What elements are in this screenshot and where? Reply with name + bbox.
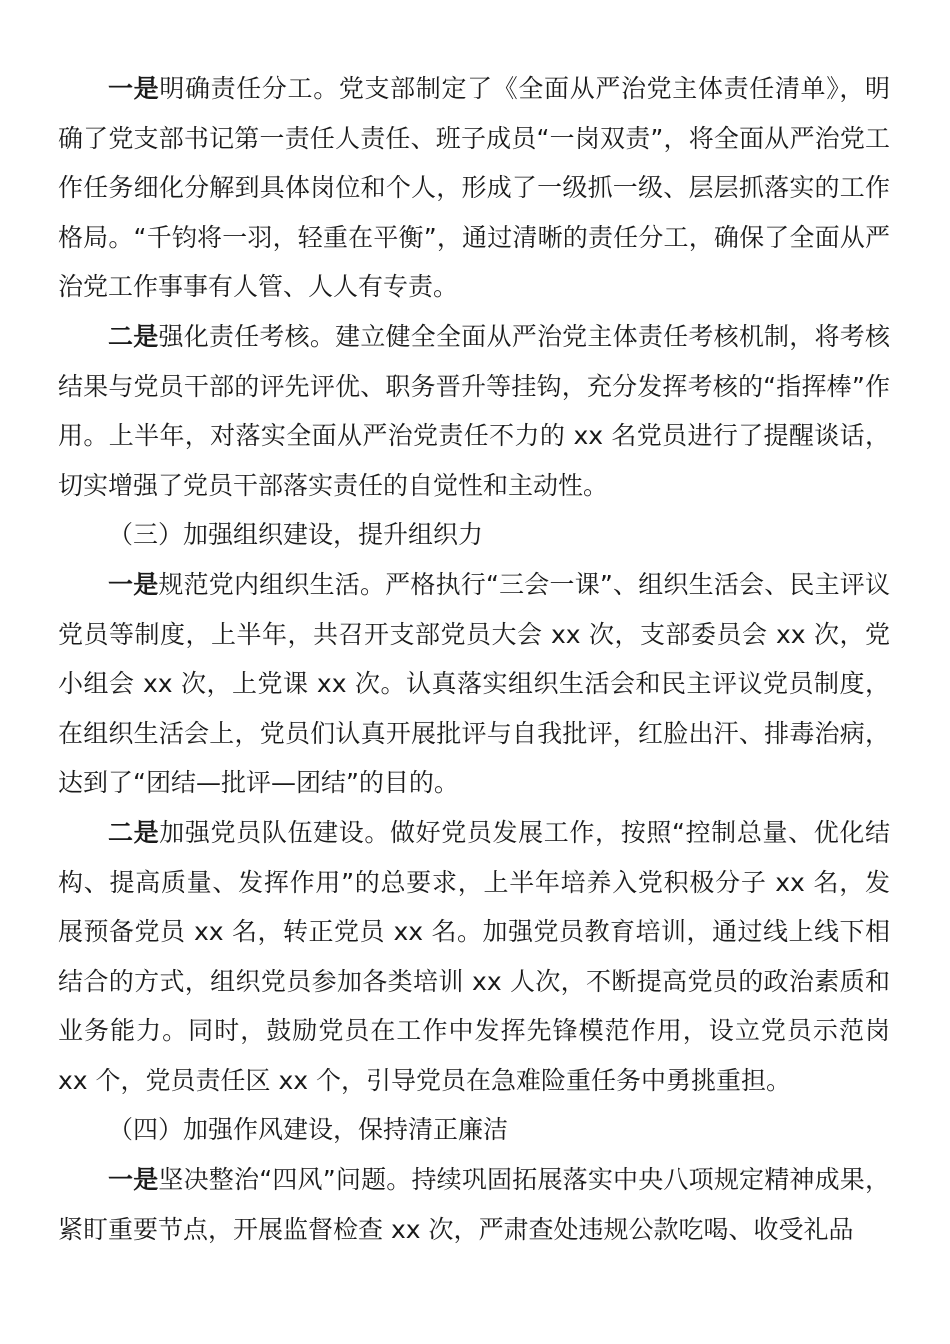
paragraph-organization-life — [58, 560, 890, 808]
paragraph-text: 规范党内组织生活。严格执行“三会一课”、组织生活会、民主评议党员等制度，上半年，共召开支部党员大会 xx 次，支部委员会 xx 次，党小组会 xx 次，上党课 xx 次。认真落实组织生活会和民主评议党员制度，在组织生活会上，党员们认真开展批评与自我批评，红脸出汗、排毒治病，达到了“团结—批评—团结”的目的。 — [58, 569, 890, 798]
paragraph-text: 明确责任分工。党支部制定了《全面从严治党主体责任清单》，明确了党支部书记第一责任人责任、班子成员“一岗双责”，将全面从严治党工作任务细化分解到具体岗位和个人，形成了一级抓一级、层层抓落实的工作格局。“千钧将一羽，轻重在平衡”，通过清晰的责任分工，确保了全面从严治党工作事事有人管、人人有专责。 — [58, 74, 890, 302]
paragraph-responsibility-assessment — [58, 312, 890, 510]
section-heading-work-style: （四）加强作风建设，保持清正廉洁 — [108, 1115, 509, 1145]
paragraph-lead: 一是 — [108, 569, 159, 599]
paragraph-lead: 二是 — [108, 817, 160, 847]
paragraph-text: 坚决整治“四风”问题。持续巩固拓展落实中央八项规定精神成果，紧盯重要节点，开展监督检查 xx 次，严肃查处违规公款吃喝、收受礼品 — [58, 1165, 890, 1244]
paragraph-responsibility-division — [58, 64, 890, 312]
paragraph-text: 加强党员队伍建设。做好党员发展工作，按照“控制总量、优化结构、提高质量、发挥作用”的总要求，上半年培养入党积极分子 xx 名，发展预备党员 xx 名，转正党员 xx 名。加强党员教育培训，通过线上线下相结合的方式，组织党员参加各类培训 xx 人次，不断提高党员的政治素质和业务能力。同时，鼓励党员在工作中发挥先锋模范作用，设立党员示范岗 xx 个，党员责任区 xx 个，引导党员在急难险重任务中勇挑重担。 — [58, 817, 890, 1095]
paragraph-lead: 一是 — [108, 74, 160, 103]
paragraph-four-winds — [58, 1155, 890, 1254]
paragraph-text: 强化责任考核。建立健全全面从严治党主体责任考核机制，将考核结果与党员干部的评先评优、职务晋升等挂钩，充分发挥考核的“指挥棒”作用。上半年，对落实全面从严治党责任不力的 xx 名党员进行了提醒谈话，切实增强了党员干部落实责任的自觉性和主动性。 — [58, 321, 890, 500]
section-heading-organization: （三）加强组织建设，提升组织力 — [108, 520, 484, 550]
paragraph-lead: 一是 — [108, 1165, 159, 1195]
paragraph-member-team — [58, 808, 890, 1106]
document-body — [58, 64, 890, 1254]
paragraph-lead: 二是 — [108, 321, 159, 351]
